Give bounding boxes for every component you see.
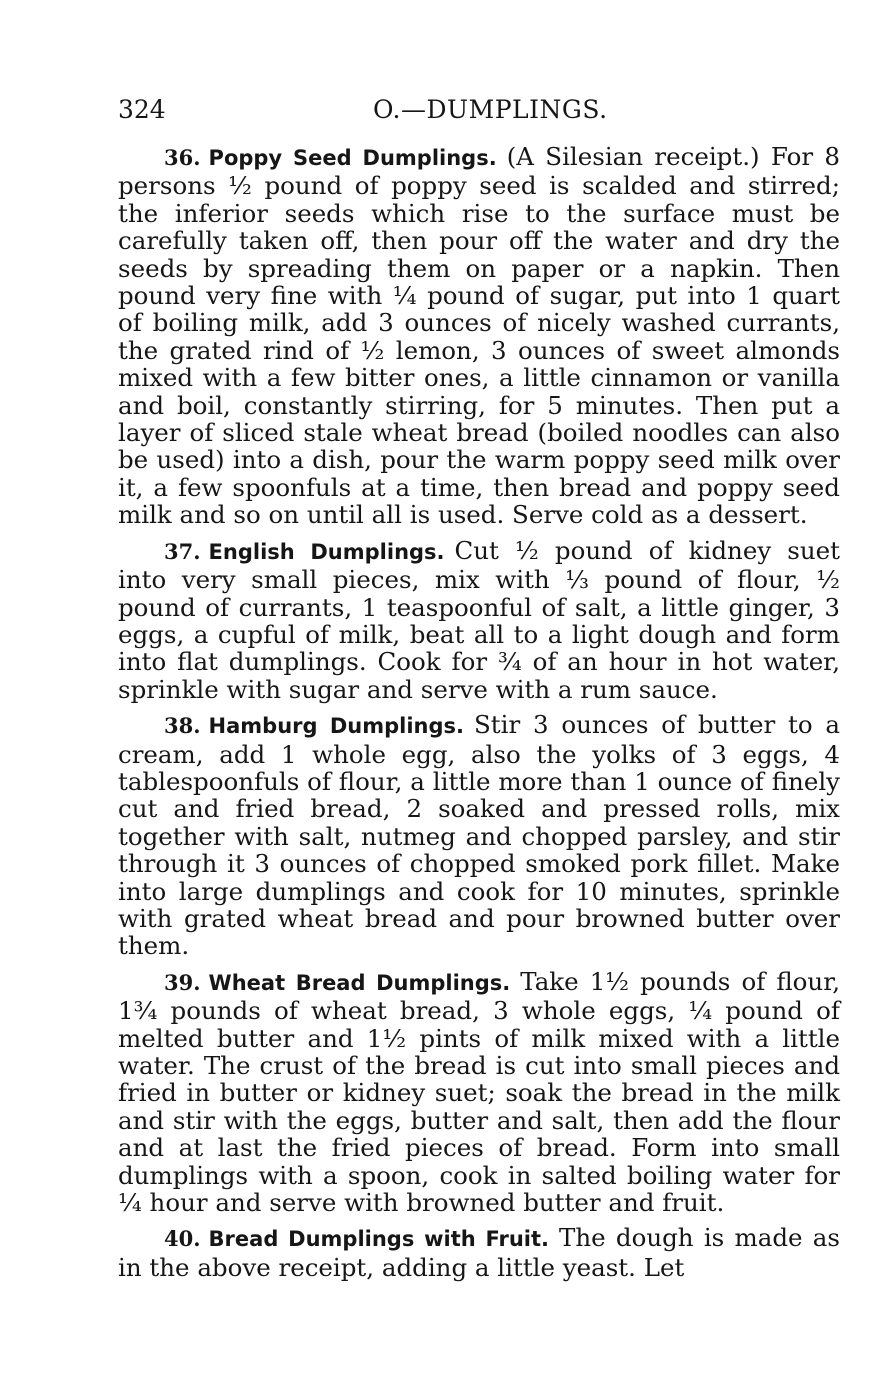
recipe-37	[118, 537, 840, 703]
recipe-38	[118, 711, 840, 960]
recipe-number: 36.	[164, 145, 201, 170]
recipe-text: The dough is made as in the above receipt, adding a little yeast. Let	[118, 1223, 840, 1282]
running-title: O.—DUMPLINGS.	[373, 95, 608, 124]
recipe-number: 40.	[164, 1226, 201, 1252]
recipe-40	[118, 1224, 840, 1281]
recipe-number: 38.	[164, 713, 201, 739]
recipe-number: 37.	[164, 538, 201, 564]
page-header	[118, 95, 838, 135]
page-number: 324	[118, 95, 166, 124]
recipe-text: (A Silesian receipt.) For 8 persons ½ pound of poppy seed is scalded and stirred; the inferior seeds which rise to the surface must be carefully taken off, then pour off the water and dry the seeds by spreading them on paper or a napkin. Then pound very fine with ¼ pound of sugar, put into 1 quart of boiling milk, add 3 ounces of nicely washed currants, the grated rind of ½ lemon, 3 ounces of sweet almonds mixed with a few bitter ones, a little cinnamon or vanilla and boil, constantly stirring, for 5 minutes. Then put a layer of sliced stale wheat bread (boiled noodles can also be used) into a dish, pour the warm poppy seed milk over it, a few spoonfuls at a time, then bread and poppy seed milk and so on until all is used. Serve cold as a dessert.	[118, 142, 840, 530]
recipe-title: Hamburg Dumplings.	[208, 714, 465, 739]
page-body	[118, 143, 840, 1289]
recipe-title: Bread Dumplings with Fruit.	[208, 1227, 550, 1252]
recipe-text: Take 1½ pounds of flour, 1¾ pounds of wheat bread, 3 whole eggs, ¼ pound of melted butter and 1½ pints of milk mixed with a little water. The crust of the bread is cut into small pieces and fried in butter or kidney suet; soak the bread in the milk and stir with the eggs, butter and salt, then add the flour and at last the fried pieces of bread. Form into small dumplings with a spoon, cook in salted boiling water for ¼ hour and serve with browned butter and fruit.	[118, 966, 841, 1218]
recipe-number: 39.	[164, 969, 201, 995]
recipe-text: Cut ½ pound of kidney suet into very small pieces, mix with ⅓ pound of flour, ½ pound of currants, 1 teaspoonful of salt, a little ginger, 3 eggs, a cupful of milk, beat all to a light dough and form into flat dumplings. Cook for ¾ of an hour in hot water, sprinkle with sugar and serve with a rum sauce.	[118, 535, 840, 704]
recipe-title: Wheat Bread Dumplings.	[208, 970, 511, 995]
recipe-title: Poppy Seed Dumplings.	[208, 146, 497, 170]
recipe-title: English Dumplings.	[208, 539, 445, 564]
recipe-39	[118, 968, 840, 1217]
recipe-text: Stir 3 ounces of butter to a cream, add 1 whole egg, also the yolks of 3 eggs, 4 tablespoonfuls of flour, a little more than 1 ounce of finely cut and fried bread, 2 soaked and pressed rolls, mix together with salt, nutmeg and chopped parsley, and stir through it 3 ounces of chopped smoked pork fillet. Make into large dumplings and cook for 10 minutes, sprinkle with grated wheat bread and pour browned butter over them.	[118, 710, 840, 961]
recipe-36	[118, 143, 840, 529]
